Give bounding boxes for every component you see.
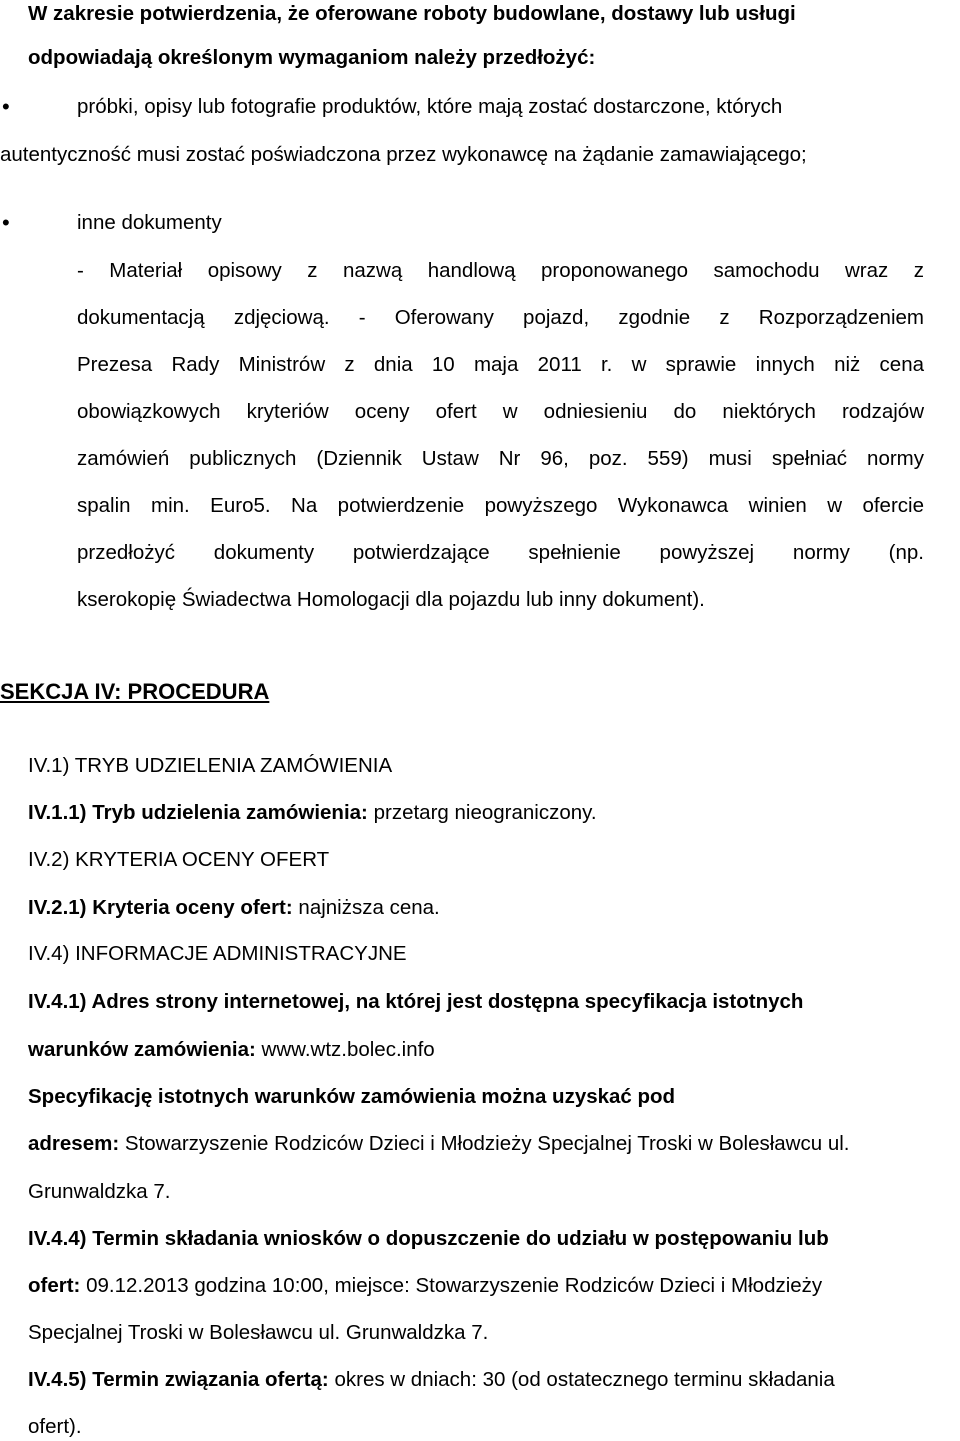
bullet-icon: • bbox=[2, 210, 10, 235]
iv41-url[interactable]: www.wtz.bolec.info bbox=[261, 1038, 435, 1061]
iv45-row bbox=[28, 1366, 835, 1394]
bullet2-line: dokumentacją zdjęciową. - Oferowany pojazd, zgodnie z Rozporządzeniem bbox=[77, 306, 924, 329]
iv21-value: najniższa cena. bbox=[298, 896, 440, 919]
iv44-row bbox=[28, 1272, 822, 1300]
bullet2-line: spalin min. Euro5. Na potwierdzenie powyższego Wykonawca winien w ofercie bbox=[77, 494, 924, 517]
spec-label-line-1: Specyfikację istotnych warunków zamówienia można uzyskać pod bbox=[28, 1085, 676, 1108]
bullet2-title: inne dokumenty bbox=[77, 211, 222, 234]
spec-label-line-2: adresem: bbox=[28, 1132, 120, 1155]
iv1-heading: IV.1) TRYB UDZIELENIA ZAMÓWIENIA bbox=[28, 754, 393, 777]
bullet2-line: przedłożyć dokumenty potwierdzające spełnienie powyższej normy (np. bbox=[77, 541, 924, 564]
iv21-label: IV.2.1) Kryteria oceny ofert: bbox=[28, 896, 293, 919]
iv44-value-line-2: Specjalnej Troski w Bolesławcu ul. Grunwaldzka 7. bbox=[28, 1321, 489, 1344]
iv11-value: przetarg nieograniczony. bbox=[373, 801, 597, 824]
iv45-value-line-1: okres w dniach: 30 (od ostatecznego terminu składania bbox=[334, 1368, 835, 1391]
section-title: SEKCJA IV: PROCEDURA bbox=[0, 679, 270, 704]
bullet2-line: - Materiał opisowy z nazwą handlową proponowanego samochodu wraz z bbox=[77, 259, 924, 282]
iv11-label: IV.1.1) Tryb udzielenia zamówienia: bbox=[28, 801, 368, 824]
bullet1-line-2: autentyczność musi zostać poświadczona przez wykonawcę na żądanie zamawiającego; bbox=[0, 143, 807, 166]
bullet1-line-1: próbki, opisy lub fotografie produktów, które mają zostać dostarczone, których bbox=[77, 95, 783, 118]
bullet-icon: • bbox=[2, 94, 10, 119]
bullet2-line: obowiązkowych kryteriów oceny ofert w odniesieniu do niektórych rodzajów bbox=[77, 400, 924, 423]
iv41-label-line-1: IV.4.1) Adres strony internetowej, na której jest dostępna specyfikacja istotnych bbox=[28, 990, 804, 1013]
intro-line-2: odpowiadają określonym wymaganiom należy przedłożyć: bbox=[28, 46, 596, 69]
bullet2-line: kserokopię Świadectwa Homologacji dla pojazdu lub inny dokument). bbox=[77, 588, 705, 611]
intro-line-1: W zakresie potwierdzenia, że oferowane roboty budowlane, dostawy lub usługi bbox=[28, 2, 796, 25]
iv41-row bbox=[28, 1036, 435, 1064]
iv21-row bbox=[28, 894, 440, 922]
bullet2-line: Prezesa Rady Ministrów z dnia 10 maja 2011 r. w sprawie innych niż cena bbox=[77, 353, 924, 376]
iv4-heading: IV.4) INFORMACJE ADMINISTRACYJNE bbox=[28, 942, 407, 965]
spec-value-line-1: Stowarzyszenie Rodziców Dzieci i Młodzieży Specjalnej Troski w Bolesławcu ul. bbox=[124, 1132, 850, 1155]
iv2-heading: IV.2) KRYTERIA OCENY OFERT bbox=[28, 848, 330, 871]
spec-value-line-2: Grunwaldzka 7. bbox=[28, 1180, 171, 1203]
spec-row bbox=[28, 1130, 849, 1158]
iv44-label-line-2: ofert: bbox=[28, 1274, 81, 1297]
iv45-value-line-2: ofert). bbox=[28, 1415, 82, 1438]
iv45-label: IV.4.5) Termin związania ofertą: bbox=[28, 1368, 329, 1391]
iv44-label-line-1: IV.4.4) Termin składania wniosków o dopuszczenie do udziału w postępowaniu lub bbox=[28, 1227, 829, 1250]
iv44-value-line-1: 09.12.2013 godzina 10:00, miejsce: Stowarzyszenie Rodziców Dzieci i Młodzieży bbox=[86, 1274, 823, 1297]
iv41-label-line-2: warunków zamówienia: bbox=[28, 1038, 256, 1061]
iv11-row bbox=[28, 799, 597, 827]
bullet2-line: zamówień publicznych (Dziennik Ustaw Nr 96, poz. 559) musi spełniać normy bbox=[77, 447, 924, 470]
